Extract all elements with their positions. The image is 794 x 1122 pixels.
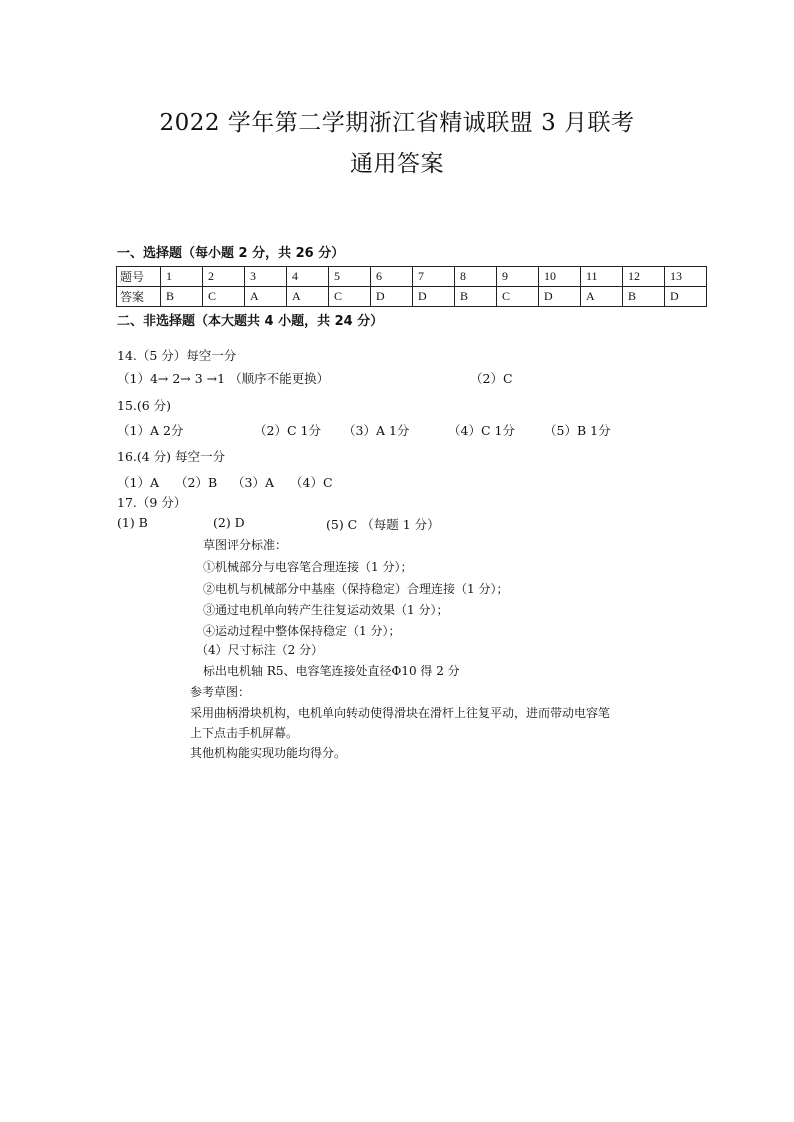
q17-title: 17.（9 分） — [117, 495, 187, 510]
q16-item-3: （3）A — [232, 475, 274, 490]
dimension-title: （4）尺寸标注（2 分） — [196, 643, 324, 657]
criterion-4: ④运动过程中整体保持稳定（1 分）； — [203, 624, 401, 638]
document-subtitle: 通用答案 — [350, 151, 444, 177]
reference-line-1: 采用曲柄滑块机构，电机单向转动使得滑块在滑杆上往复平动，进而带动电容笔 — [190, 706, 611, 720]
q17-item-2: (2) D — [213, 515, 245, 530]
q15-item-5: （5）B 1分 — [544, 423, 611, 438]
reference-line-3: 其他机构能实现功能均得分。 — [190, 746, 347, 760]
q14-part1: （1）4→ 2→ 3 →1 （顺序不能更换） — [117, 371, 330, 386]
table-header-answer: 答案 — [117, 287, 161, 307]
reference-sketch-title: 参考草图： — [190, 685, 251, 699]
q15-item-1: （1）A 2分 — [117, 423, 184, 438]
answer-table — [116, 266, 707, 307]
table-cell: 2 — [203, 267, 245, 287]
sketch-criteria-title: 草图评分标准： — [203, 538, 288, 552]
table-cell: D — [665, 287, 707, 307]
reference-line-2: 上下点击手机屏幕。 — [190, 726, 299, 740]
q17-item-5: (5) C （每题 1 分） — [326, 517, 440, 532]
document-title: 2022 学年第二学期浙江省精诚联盟 3 月联考 — [159, 110, 635, 136]
table-cell: 4 — [287, 267, 329, 287]
q15-item-4: （4）C 1分 — [448, 423, 515, 438]
q16-item-4: （4）C — [290, 475, 333, 490]
table-cell: 13 — [665, 267, 707, 287]
q14-part2: （2）C — [470, 371, 513, 386]
section1-heading: 一、选择题（每小题 2 分，共 26 分） — [117, 246, 345, 261]
criterion-2: ②电机与机械部分中基座（保持稳定）合理连接（1 分）； — [203, 582, 509, 596]
table-cell: B — [455, 287, 497, 307]
criterion-3: ③通过电机单向转产生往复运动效果（1 分）； — [203, 603, 449, 617]
table-cell: D — [371, 287, 413, 307]
table-cell: 5 — [329, 267, 371, 287]
table-cell: A — [245, 287, 287, 307]
table-cell: D — [413, 287, 455, 307]
table-cell: 1 — [161, 267, 203, 287]
q15-title: 15.(6 分) — [117, 398, 172, 413]
q14-title: 14.（5 分）每空一分 — [117, 348, 237, 363]
dimension-detail: 标出电机轴 R5、电容笔连接处直径Φ10 得 2 分 — [203, 664, 460, 678]
table-cell: D — [539, 287, 581, 307]
table-cell: C — [329, 287, 371, 307]
q15-item-2: （2）C 1分 — [254, 423, 321, 438]
table-cell: A — [287, 287, 329, 307]
table-cell: C — [497, 287, 539, 307]
table-cell: 8 — [455, 267, 497, 287]
table-row-numbers — [117, 267, 707, 287]
table-cell: 12 — [623, 267, 665, 287]
q15-item-3: （3）A 1分 — [343, 423, 410, 438]
table-row-answers — [117, 287, 707, 307]
table-cell: B — [161, 287, 203, 307]
table-cell: 9 — [497, 267, 539, 287]
section2-heading: 二、非选择题（本大题共 4 小题，共 24 分） — [117, 314, 384, 329]
q16-item-1: （1）A — [117, 475, 159, 490]
q17-item-1: (1) B — [117, 515, 148, 530]
table-cell: A — [581, 287, 623, 307]
criterion-1: ①机械部分与电容笔合理连接（1 分）； — [203, 560, 413, 574]
table-cell: 10 — [539, 267, 581, 287]
table-header-number: 题号 — [117, 267, 161, 287]
table-cell: 6 — [371, 267, 413, 287]
table-cell: 11 — [581, 267, 623, 287]
table-cell: 7 — [413, 267, 455, 287]
table-cell: C — [203, 287, 245, 307]
q16-item-2: （2）B — [175, 475, 218, 490]
q16-title: 16.(4 分) 每空一分 — [117, 449, 226, 464]
table-cell: B — [623, 287, 665, 307]
table-cell: 3 — [245, 267, 287, 287]
